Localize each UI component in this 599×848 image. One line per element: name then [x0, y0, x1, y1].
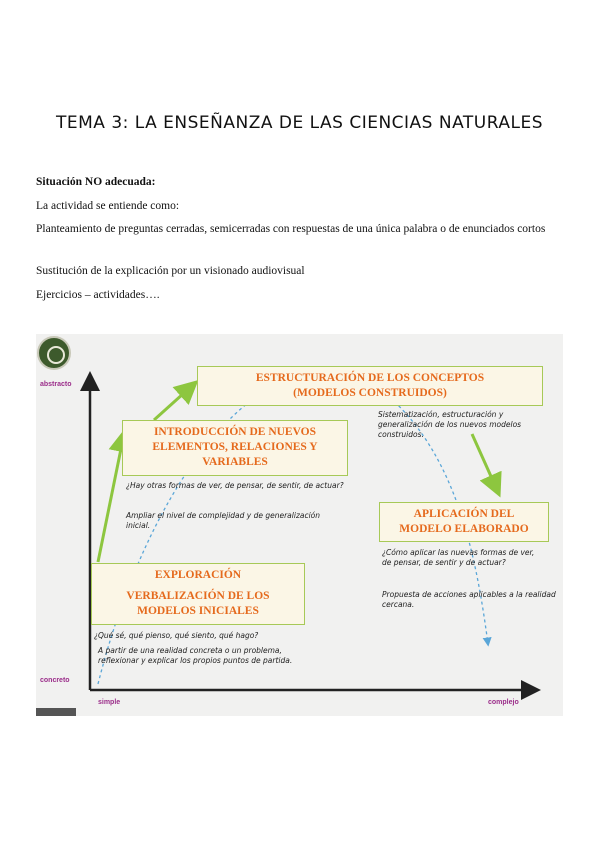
box-introduction: [122, 420, 348, 476]
paragraph-3: Sustitución de la explicación por un visionado audiovisual: [36, 265, 305, 277]
diagram-slide: [36, 334, 563, 716]
box-introduction-line1: INTRODUCCIÓN DE NUEVOS: [153, 426, 317, 438]
box-application-line2: MODELO ELABORADO: [399, 523, 529, 535]
page-title: TEMA 3: LA ENSEÑANZA DE LAS CIENCIAS NATURALES: [56, 113, 543, 133]
green-arrow-2: [154, 384, 194, 420]
paragraph-4: Ejercicios – actividades….: [36, 289, 160, 301]
slide-footer-strip: [36, 708, 76, 716]
y-axis-top-label: abstracto: [40, 381, 72, 388]
note-application-goal: Propuesta de acciones aplicables a la realidad cercana.: [382, 590, 556, 609]
note-introduction-goal: Ampliar el nivel de complejidad y de generalización inicial.: [126, 511, 321, 530]
x-axis-left-label: simple: [98, 699, 121, 706]
box-exploration-line3: MODELOS INICIALES: [137, 605, 259, 617]
note-exploration-goal: A partir de una realidad concreta o un problema, reflexionar y explicar los propios puntos de partida.: [98, 646, 293, 665]
box-structuring-line1: ESTRUCTURACIÓN DE LOS CONCEPTOS: [255, 372, 485, 384]
box-exploration-line1: EXPLORACIÓN: [154, 569, 242, 581]
box-application: [379, 502, 549, 542]
x-axis-right-label: complejo: [488, 699, 519, 706]
section-heading: Situación NO adecuada:: [36, 176, 156, 188]
y-axis-bottom-label: concreto: [40, 677, 70, 684]
box-application-line1: APLICACIÓN DEL: [413, 508, 515, 520]
green-arrow-3: [472, 434, 498, 492]
box-exploration-line2: VERBALIZACIÓN DE LOS: [126, 590, 270, 602]
note-exploration-question: ¿Qué sé, qué pienso, qué siento, qué hago?: [94, 631, 259, 640]
paragraph-2: Planteamiento de preguntas cerradas, semicerradas con respuestas de una única palabra o de enunciados cortos: [36, 223, 546, 235]
box-introduction-line3: VARIABLES: [202, 456, 268, 468]
box-structuring-line2: (MODELOS CONSTRUIDOS): [293, 387, 447, 399]
note-introduction-question: ¿Hay otras formas de ver, de pensar, de sentir, de actuar?: [126, 481, 344, 490]
paragraph-1: La actividad se entiende como:: [36, 200, 180, 212]
green-arrow-1: [98, 434, 124, 562]
note-application-question: ¿Cómo aplicar las nuevas formas de ver, de pensar, de sentir y de actuar?: [382, 548, 535, 567]
box-structuring: [197, 366, 543, 406]
box-exploration: [91, 563, 305, 625]
box-introduction-line2: ELEMENTOS, RELACIONES Y: [152, 441, 318, 453]
note-structuring: Sistematización, estructuración y generalización de los nuevos modelos construidos.: [378, 410, 522, 439]
